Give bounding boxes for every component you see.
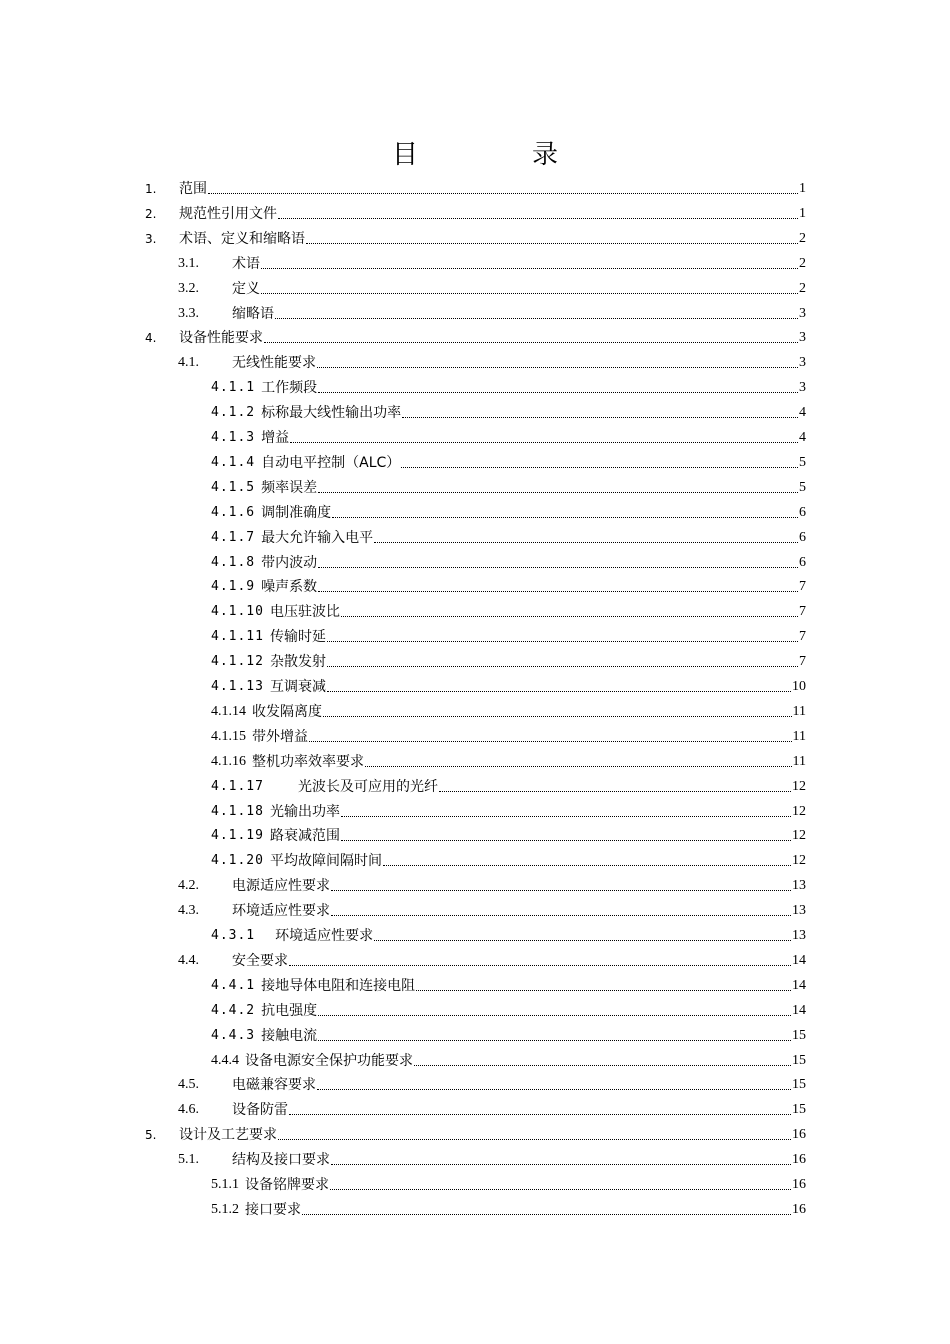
toc-dot-leader <box>327 641 798 642</box>
toc-entry-title: 路衰减范围 <box>269 828 340 845</box>
toc-entry-number: 3. <box>145 231 157 246</box>
toc-entry-title: 缩略语 <box>232 305 274 322</box>
toc-entry-number: 4.1.8 <box>211 554 256 570</box>
toc-entry-number: 2. <box>145 206 157 221</box>
toc-dot-leader <box>332 517 798 518</box>
toc-entry-title: 无线性能要求 <box>232 355 316 372</box>
toc-entry-number: 5.1.2 <box>211 1201 239 1217</box>
toc-dot-leader <box>208 193 798 194</box>
toc-entry-title: 噪声系数 <box>261 579 318 596</box>
toc-entry[interactable] <box>211 996 806 1020</box>
toc-entry[interactable] <box>178 896 806 920</box>
toc-entry-page: 6 <box>799 529 806 545</box>
toc-entry[interactable] <box>145 224 806 248</box>
toc-entry-page: 11 <box>792 703 806 719</box>
toc-entry-number: 5. <box>145 1128 157 1143</box>
toc-entry-page: 11 <box>792 753 806 769</box>
toc-dot-leader <box>331 890 791 891</box>
toc-entry-page: 13 <box>792 878 806 894</box>
toc-dot-leader <box>318 591 798 592</box>
toc-entry-title: 调制准确度 <box>261 504 332 521</box>
toc-entry-title: 设备铭牌要求 <box>245 1177 329 1193</box>
toc-entry[interactable] <box>211 548 806 572</box>
toc-entry-title: 环境适应性要求 <box>232 903 330 920</box>
toc-entry-number: 4.4. <box>178 952 199 968</box>
toc-entry-number: 4.1.12 <box>211 654 264 670</box>
toc-entry[interactable] <box>178 1145 806 1169</box>
toc-entry[interactable] <box>211 1195 806 1219</box>
toc-entry-title: 频率误差 <box>261 479 318 496</box>
toc-entry[interactable] <box>211 523 806 547</box>
toc-entry-page: 10 <box>792 679 806 694</box>
toc-dot-leader <box>327 666 798 667</box>
toc-entry-page: 16 <box>792 1127 806 1143</box>
page-title: 目 录 <box>391 140 602 170</box>
toc-dot-leader <box>302 1214 791 1215</box>
toc-entry-page: 14 <box>792 977 806 993</box>
toc-entry-number: 4.1.1 <box>211 380 256 396</box>
toc-entry-number: 4.4.1 <box>211 977 256 993</box>
toc-entry-number: 3.3. <box>178 305 199 321</box>
toc-entry-number: 4.6. <box>178 1102 199 1118</box>
toc-dot-leader <box>264 342 798 343</box>
toc-entry[interactable] <box>178 249 806 273</box>
toc-dot-leader <box>383 865 791 866</box>
toc-entry-page: 2 <box>799 255 806 271</box>
toc-entry-number: 4.1.9 <box>211 579 256 595</box>
toc-entry[interactable] <box>178 348 806 372</box>
toc-dot-leader <box>323 716 792 717</box>
toc-entry[interactable] <box>211 971 806 995</box>
toc-entry[interactable] <box>178 1070 806 1094</box>
toc-entry-title: 增益 <box>261 430 290 446</box>
toc-entry-title: 设备电源安全保护功能要求 <box>245 1052 413 1069</box>
toc-entry-page: 14 <box>792 952 806 968</box>
toc-dot-leader <box>318 1040 791 1041</box>
toc-dot-leader <box>278 218 798 219</box>
toc-entry-page: 5 <box>799 479 806 495</box>
toc-dot-leader <box>278 1139 791 1140</box>
toc-dot-leader <box>341 840 791 841</box>
toc-dot-leader <box>401 467 798 468</box>
toc-entry-number: 4.1.3 <box>211 430 256 445</box>
toc-entry[interactable] <box>211 1170 806 1194</box>
toc-entry[interactable] <box>211 697 806 721</box>
toc-dot-leader <box>331 915 791 916</box>
toc-entry-page: 15 <box>792 1077 806 1093</box>
toc-entry-page: 6 <box>799 554 806 570</box>
toc-entry-page: 16 <box>792 1152 806 1168</box>
toc-entry-title: 自动电平控制（ALC） <box>261 454 401 471</box>
toc-entry[interactable] <box>211 846 806 870</box>
toc-entry[interactable] <box>211 1046 806 1070</box>
toc-entry[interactable] <box>211 597 806 621</box>
toc-entry-number: 4.1.7 <box>211 529 256 545</box>
toc-entry-page: 12 <box>792 803 806 819</box>
toc-entry-title: 光输出功率 <box>269 803 340 820</box>
toc-entry-page: 7 <box>799 579 806 595</box>
toc-dot-leader <box>318 492 798 493</box>
toc-dot-leader <box>261 268 798 269</box>
toc-entry[interactable] <box>211 1021 806 1045</box>
toc-dot-leader <box>306 243 798 244</box>
toc-dot-leader <box>318 392 798 393</box>
toc-entry-title: 接地导体电阻和连接电阻 <box>261 977 416 994</box>
toc-entry[interactable] <box>211 747 806 771</box>
toc-entry-page: 4 <box>799 405 806 421</box>
toc-dot-leader <box>365 766 792 767</box>
toc-entry-title: 术语、定义和缩略语 <box>179 230 305 247</box>
toc-entry-number: 4.4.4 <box>211 1052 239 1068</box>
toc-entry[interactable] <box>211 473 806 497</box>
toc-dot-leader <box>309 741 792 742</box>
toc-entry-page: 13 <box>792 928 806 943</box>
toc-dot-leader <box>318 1015 791 1016</box>
toc-entry-number: 4.1.17 <box>211 778 264 794</box>
toc-entry-title: 光波长及可应用的光纤 <box>269 778 438 795</box>
toc-entry-number: 4.1.16 <box>211 753 246 769</box>
toc-entry[interactable] <box>145 323 806 347</box>
toc-entry[interactable] <box>145 174 806 198</box>
toc-entry-page: 15 <box>792 1102 806 1118</box>
toc-dot-leader <box>416 990 791 991</box>
toc-entry-number: 4.4.2 <box>211 1002 256 1018</box>
toc-dot-leader <box>414 1065 791 1066</box>
toc-entry-title: 工作频段 <box>261 380 318 397</box>
toc-entry-title: 接触电流 <box>261 1027 318 1044</box>
toc-entry[interactable] <box>211 821 806 845</box>
toc-entry-title: 术语 <box>232 255 260 272</box>
toc-entry-page: 1 <box>799 205 806 221</box>
toc-entry-title: 定义 <box>232 280 260 297</box>
toc-dot-leader <box>289 965 791 966</box>
toc-entry-page: 3 <box>799 355 806 371</box>
toc-entry[interactable] <box>211 722 806 746</box>
toc-entry-page: 11 <box>792 728 806 744</box>
toc-entry-title: 传输时延 <box>269 629 326 646</box>
toc-entry-title: 规范性引用文件 <box>179 205 277 222</box>
toc-entry-page: 13 <box>792 903 806 919</box>
toc-entry-title: 杂散发射 <box>269 654 326 671</box>
toc-dot-leader <box>261 293 798 294</box>
toc-entry-title: 设备性能要求 <box>179 330 263 347</box>
toc-entry-number: 5.1. <box>178 1152 199 1168</box>
toc-entry-title: 标称最大线性输出功率 <box>261 405 402 422</box>
toc-entry-page: 2 <box>799 280 806 296</box>
toc-entry-title: 接口要求 <box>245 1201 301 1218</box>
toc-entry[interactable] <box>178 274 806 298</box>
toc-dot-leader <box>331 1164 791 1165</box>
toc-entry[interactable] <box>211 373 806 397</box>
toc-entry-page: 12 <box>792 828 806 844</box>
toc-entry-page: 4 <box>799 430 806 445</box>
toc-entry-page: 16 <box>792 1201 806 1217</box>
toc-entry-page: 15 <box>792 1027 806 1043</box>
toc-entry-page: 6 <box>799 504 806 520</box>
toc-dot-leader <box>374 542 798 543</box>
toc-dot-leader <box>341 816 791 817</box>
toc-entry-page: 1 <box>799 181 806 196</box>
toc-entry-page: 5 <box>799 454 806 470</box>
toc-entry[interactable] <box>211 398 806 422</box>
toc-entry-title: 设备防雷 <box>232 1102 288 1119</box>
toc-entry-page: 7 <box>799 604 806 620</box>
toc-entry[interactable] <box>178 1095 806 1119</box>
toc-dot-leader <box>289 1114 791 1115</box>
toc-entry-page: 7 <box>799 654 806 670</box>
toc-dot-leader <box>290 442 798 443</box>
toc-entry-page: 3 <box>799 305 806 321</box>
toc-entry[interactable] <box>145 1120 806 1144</box>
toc-entry-page: 14 <box>792 1002 806 1018</box>
toc-entry-title: 设计及工艺要求 <box>179 1127 277 1144</box>
toc-entry[interactable] <box>178 871 806 895</box>
toc-dot-leader <box>341 616 798 617</box>
toc-dot-leader <box>317 367 798 368</box>
toc-entry[interactable] <box>211 672 806 696</box>
toc-entry-number: 4.1.6 <box>211 504 256 520</box>
toc-entry-number: 4.1.14 <box>211 703 246 719</box>
toc-entry-title: 环境适应性要求 <box>261 928 374 944</box>
toc-dot-leader <box>317 1089 791 1090</box>
toc-entry-page: 12 <box>792 853 806 869</box>
toc-entry-title: 互调衰减 <box>269 679 326 695</box>
toc-entry-title: 带外增益 <box>252 728 308 745</box>
toc-entry-page: 3 <box>799 330 806 346</box>
toc-entry[interactable] <box>211 498 806 522</box>
toc-entry[interactable] <box>145 199 806 223</box>
toc-entry[interactable] <box>211 572 806 596</box>
toc-entry-page: 15 <box>792 1052 806 1068</box>
toc-entry[interactable] <box>211 622 806 646</box>
toc-entry[interactable] <box>211 647 806 671</box>
toc-dot-leader <box>330 1189 791 1190</box>
toc-entry-title: 结构及接口要求 <box>232 1152 330 1169</box>
toc-entry-number: 4.1. <box>178 355 199 371</box>
toc-dot-leader <box>439 791 791 792</box>
toc-dot-leader <box>374 940 791 941</box>
toc-entry-number: 4.3.1 <box>211 928 256 943</box>
toc-entry-number: 3.2. <box>178 280 199 296</box>
toc-entry-number: 4.1.15 <box>211 728 246 744</box>
toc-entry-title: 最大允许输入电平 <box>261 529 374 546</box>
toc-entry-number: 5.1.1 <box>211 1177 239 1192</box>
toc-entry-page: 16 <box>792 1177 806 1192</box>
toc-entry-title: 安全要求 <box>232 952 288 969</box>
toc-entry-number: 4.1.5 <box>211 479 256 495</box>
toc-entry[interactable] <box>178 946 806 970</box>
toc-entry[interactable] <box>211 921 806 945</box>
toc-entry-title: 电磁兼容要求 <box>232 1077 316 1094</box>
toc-entry-title: 平均故障间隔时间 <box>269 853 382 870</box>
toc-entry[interactable] <box>211 797 806 821</box>
toc-entry-number: 4.1.20 <box>211 853 264 869</box>
toc-entry-title: 电压驻波比 <box>269 604 340 621</box>
toc-entry-number: 4.1.19 <box>211 828 264 844</box>
toc-entry-number: 4.1.13 <box>211 679 264 694</box>
toc-entry-number: 4.1.10 <box>211 604 264 620</box>
toc-dot-leader <box>402 417 798 418</box>
toc-entry-number: 4.1.4 <box>211 454 256 470</box>
toc-entry[interactable] <box>211 423 806 447</box>
toc-entry-number: 4.1.2 <box>211 405 256 421</box>
toc-entry-title: 抗电强度 <box>261 1002 318 1019</box>
toc-entry-number: 4.5. <box>178 1077 199 1093</box>
toc-entry-number: 4.1.11 <box>211 629 264 645</box>
toc-entry-number: 4.3. <box>178 903 199 919</box>
toc-entry-title: 收发隔离度 <box>252 703 322 720</box>
toc-entry-number: 1. <box>145 182 157 196</box>
toc-entry[interactable] <box>178 299 806 323</box>
toc-dot-leader <box>275 318 798 319</box>
toc-entry-page: 12 <box>792 778 806 794</box>
toc-entry-page: 2 <box>799 230 806 246</box>
toc-entry-title: 电源适应性要求 <box>232 878 330 895</box>
toc-entry-title: 带内波动 <box>261 554 318 571</box>
toc-entry-number: 3.1. <box>178 255 199 271</box>
toc-dot-leader <box>318 567 798 568</box>
toc-entry-title: 范围 <box>179 181 207 197</box>
toc-entry-page: 7 <box>799 629 806 645</box>
toc-entry[interactable] <box>211 448 806 472</box>
toc-dot-leader <box>327 691 791 692</box>
toc-entry-title: 整机功率效率要求 <box>252 753 364 770</box>
toc-entry-number: 4.1.18 <box>211 803 264 819</box>
toc-entry-number: 4.4.3 <box>211 1027 256 1043</box>
toc-entry-number: 4. <box>145 331 157 346</box>
toc-entry-number: 4.2. <box>178 878 199 894</box>
toc-entry[interactable] <box>211 772 806 796</box>
toc-entry-page: 3 <box>799 380 806 396</box>
